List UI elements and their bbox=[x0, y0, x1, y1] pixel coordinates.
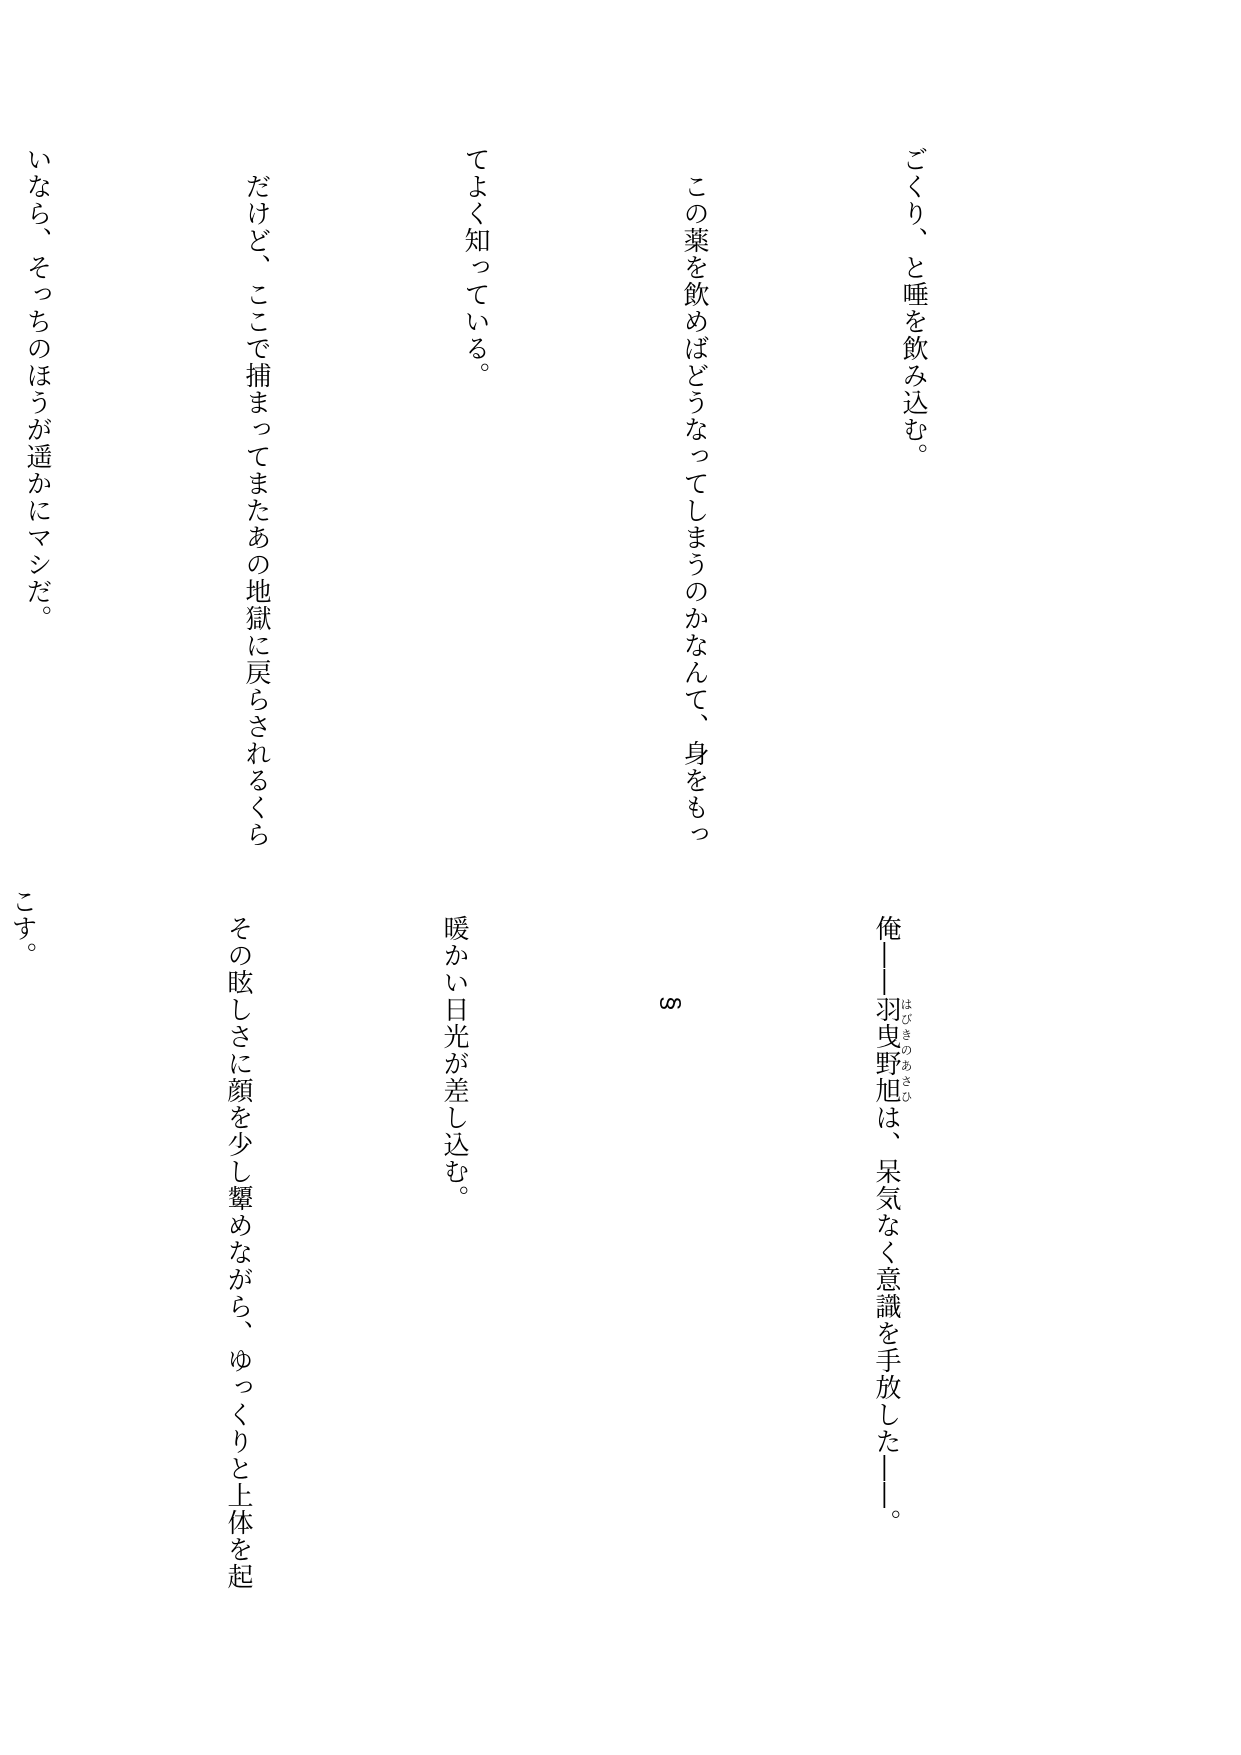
text-line: その眩しさに顔を少し顰めながら、ゆっくりと上体を起 bbox=[224, 888, 254, 1590]
character-name: 羽曳野旭 bbox=[872, 996, 902, 1104]
narrator-line-end: は、呆気なく意識を手放した――。 bbox=[872, 1104, 902, 1536]
text-line: てよく知っている。 bbox=[461, 146, 491, 389]
character-name-ruby bbox=[872, 996, 913, 1104]
page-bottom-text-block bbox=[0, 888, 1067, 1590]
text-line: いなら、そっちのほうが遥かにマシだ。 bbox=[23, 146, 53, 632]
text-line: ごくり、と唾を飲み込む。 bbox=[899, 146, 929, 470]
text-line: だけど、ここで捕まってまたあの地獄に戻らされるくら bbox=[242, 146, 272, 848]
narrator-line-start: 俺―― bbox=[872, 888, 902, 996]
page-top-text-block bbox=[0, 146, 1096, 848]
text-line: 暖かい日光が差し込む。 bbox=[440, 888, 470, 1212]
character-name-furigana: はびきのあさひ bbox=[899, 996, 913, 1104]
text-line: こす。 bbox=[8, 888, 38, 969]
section-mark: § bbox=[656, 888, 686, 1012]
narrator-line bbox=[851, 888, 923, 1590]
section-divider-line bbox=[635, 888, 707, 1590]
text-line: この薬を飲めばどうなってしまうのかなんて、身をもっ bbox=[680, 146, 710, 848]
